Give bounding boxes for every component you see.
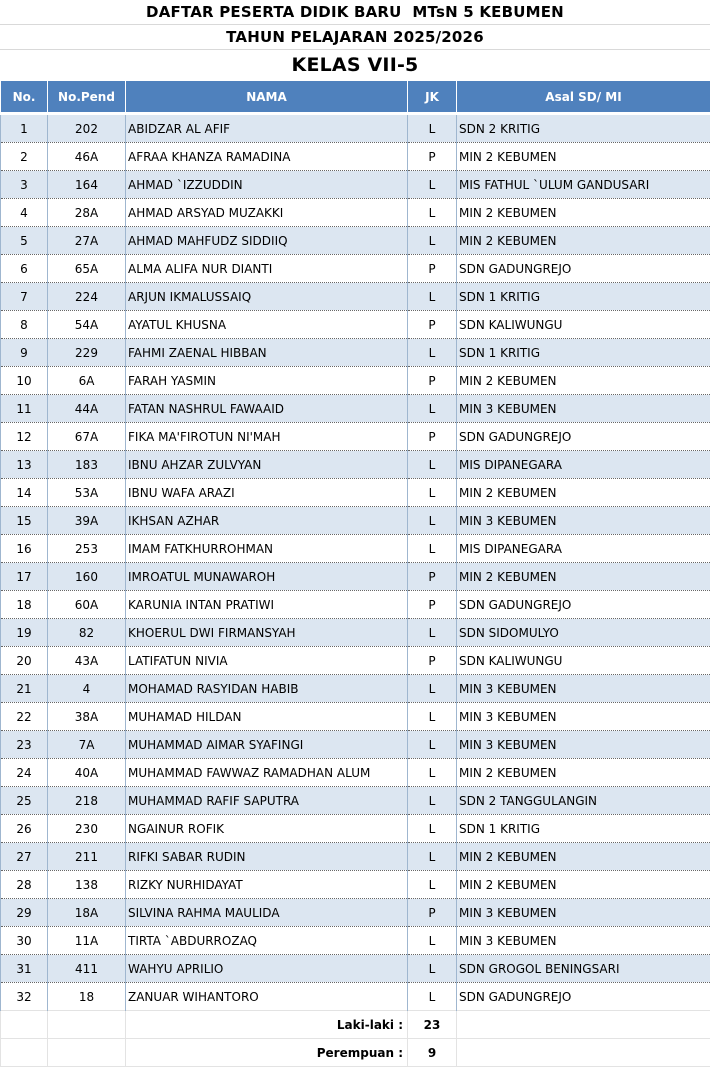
cell-nama: KHOERUL DWI FIRMANSYAH	[126, 619, 408, 647]
table-row	[1, 507, 710, 535]
cell-jk: L	[408, 283, 457, 311]
cell-no-pend: 11A	[48, 927, 126, 955]
academic-year-title: TAHUN PELAJARAN 2025/2026	[0, 25, 710, 50]
table-row	[1, 647, 710, 675]
cell-jk: L	[408, 759, 457, 787]
cell-asal: MIN 2 KEBUMEN	[457, 367, 710, 395]
table-row	[1, 283, 710, 311]
cell-no: 8	[1, 311, 48, 339]
document-title: DAFTAR PESERTA DIDIK BARU MTsN 5 KEBUMEN	[0, 0, 710, 25]
table-row	[1, 171, 710, 199]
cell-nama: IBNU AHZAR ZULVYAN	[126, 451, 408, 479]
cell-no-pend: 7A	[48, 731, 126, 759]
cell-no-pend: 253	[48, 535, 126, 563]
cell-asal: SDN 2 KRITIG	[457, 115, 710, 143]
cell-asal: MIN 3 KEBUMEN	[457, 395, 710, 423]
table-row	[1, 899, 710, 927]
table-row	[1, 227, 710, 255]
cell-no-pend: 65A	[48, 255, 126, 283]
cell-nama: FAHMI ZAENAL HIBBAN	[126, 339, 408, 367]
cell-jk: L	[408, 395, 457, 423]
cell-nama: ABIDZAR AL AFIF	[126, 115, 408, 143]
cell-no-pend: 411	[48, 955, 126, 983]
table-row	[1, 423, 710, 451]
cell-no-pend: 60A	[48, 591, 126, 619]
table-row	[1, 199, 710, 227]
cell-nama: AHMAD MAHFUDZ SIDDIIQ	[126, 227, 408, 255]
table-row	[1, 591, 710, 619]
column-header-nama: NAMA	[126, 81, 408, 113]
cell-no: 27	[1, 843, 48, 871]
cell-asal: SDN KALIWUNGU	[457, 311, 710, 339]
cell-no-pend: 218	[48, 787, 126, 815]
cell-nama: MUHAMMAD AIMAR SYAFINGI	[126, 731, 408, 759]
cell-no-pend: 28A	[48, 199, 126, 227]
table-row	[1, 815, 710, 843]
cell-asal: MIN 3 KEBUMEN	[457, 507, 710, 535]
cell-jk: P	[408, 423, 457, 451]
cell-asal: SDN GADUNGREJO	[457, 591, 710, 619]
cell-nama: AHMAD ARSYAD MUZAKKI	[126, 199, 408, 227]
cell-asal: MIN 2 KEBUMEN	[457, 227, 710, 255]
cell-no: 2	[1, 143, 48, 171]
cell-nama: KARUNIA INTAN PRATIWI	[126, 591, 408, 619]
cell-asal: SDN GROGOL BENINGSARI	[457, 955, 710, 983]
table-row	[1, 871, 710, 899]
cell-jk: L	[408, 731, 457, 759]
cell-nama: ARJUN IKMALUSSAIQ	[126, 283, 408, 311]
cell-nama: IBNU WAFA ARAZI	[126, 479, 408, 507]
cell-jk: L	[408, 451, 457, 479]
female-count-label: Perempuan :	[126, 1039, 408, 1067]
cell-asal: MIN 2 KEBUMEN	[457, 479, 710, 507]
cell-no-pend: 202	[48, 115, 126, 143]
cell-no: 29	[1, 899, 48, 927]
student-rows	[1, 115, 710, 1011]
cell-no: 10	[1, 367, 48, 395]
cell-no-pend: 183	[48, 451, 126, 479]
table-row	[1, 563, 710, 591]
cell-no: 17	[1, 563, 48, 591]
cell-nama: MUHAMAD HILDAN	[126, 703, 408, 731]
cell-nama: AHMAD `IZZUDDIN	[126, 171, 408, 199]
cell-no-pend: 211	[48, 843, 126, 871]
table-row	[1, 703, 710, 731]
cell-jk: L	[408, 983, 457, 1011]
cell-no-pend: 18	[48, 983, 126, 1011]
table-row	[1, 983, 710, 1011]
cell-no-pend: 4	[48, 675, 126, 703]
cell-nama: AYATUL KHUSNA	[126, 311, 408, 339]
table-row	[1, 395, 710, 423]
cell-asal: SDN 1 KRITIG	[457, 339, 710, 367]
class-title: KELAS VII-5	[0, 50, 710, 80]
table-row	[1, 843, 710, 871]
cell-no-pend: 18A	[48, 899, 126, 927]
cell-no: 13	[1, 451, 48, 479]
cell-nama: IMAM FATKHURROHMAN	[126, 535, 408, 563]
cell-nama: WAHYU APRILIO	[126, 955, 408, 983]
table-row	[1, 535, 710, 563]
cell-jk: L	[408, 535, 457, 563]
cell-no: 6	[1, 255, 48, 283]
cell-no-pend: 40A	[48, 759, 126, 787]
cell-no-pend: 160	[48, 563, 126, 591]
cell-no: 22	[1, 703, 48, 731]
table-header-row	[1, 81, 710, 113]
table-row	[1, 675, 710, 703]
table-row	[1, 143, 710, 171]
column-header-no-pend: No.Pend	[48, 81, 126, 113]
cell-no: 32	[1, 983, 48, 1011]
cell-no: 15	[1, 507, 48, 535]
cell-no: 7	[1, 283, 48, 311]
table-row	[1, 619, 710, 647]
cell-no-pend: 164	[48, 171, 126, 199]
cell-nama: RIZKY NURHIDAYAT	[126, 871, 408, 899]
cell-jk: L	[408, 927, 457, 955]
cell-jk: P	[408, 647, 457, 675]
table-row	[1, 451, 710, 479]
summary-row-male	[1, 1011, 710, 1039]
cell-no: 19	[1, 619, 48, 647]
cell-jk: P	[408, 563, 457, 591]
cell-asal: SDN GADUNGREJO	[457, 423, 710, 451]
cell-asal: MIN 3 KEBUMEN	[457, 675, 710, 703]
cell-jk: L	[408, 619, 457, 647]
cell-asal: SDN SIDOMULYO	[457, 619, 710, 647]
cell-no-pend: 54A	[48, 311, 126, 339]
cell-jk: L	[408, 843, 457, 871]
cell-no-pend: 224	[48, 283, 126, 311]
cell-no-pend: 39A	[48, 507, 126, 535]
cell-asal: SDN 2 TANGGULANGIN	[457, 787, 710, 815]
cell-asal: MIN 2 KEBUMEN	[457, 143, 710, 171]
cell-jk: L	[408, 787, 457, 815]
cell-no: 26	[1, 815, 48, 843]
cell-no: 20	[1, 647, 48, 675]
cell-nama: MUHAMMAD FAWWAZ RAMADHAN ALUM	[126, 759, 408, 787]
cell-nama: LATIFATUN NIVIA	[126, 647, 408, 675]
cell-asal: SDN 1 KRITIG	[457, 815, 710, 843]
cell-no-pend: 38A	[48, 703, 126, 731]
cell-asal: MIN 3 KEBUMEN	[457, 703, 710, 731]
cell-no: 31	[1, 955, 48, 983]
summary-row-female	[1, 1039, 710, 1067]
cell-no: 5	[1, 227, 48, 255]
cell-nama: IMROATUL MUNAWAROH	[126, 563, 408, 591]
cell-asal: MIN 3 KEBUMEN	[457, 731, 710, 759]
cell-nama: RIFKI SABAR RUDIN	[126, 843, 408, 871]
cell-asal: MIN 3 KEBUMEN	[457, 899, 710, 927]
cell-no: 30	[1, 927, 48, 955]
table-row	[1, 311, 710, 339]
cell-nama: FIKA MA'FIROTUN NI'MAH	[126, 423, 408, 451]
cell-no-pend: 229	[48, 339, 126, 367]
table-row	[1, 927, 710, 955]
cell-no: 18	[1, 591, 48, 619]
cell-no: 4	[1, 199, 48, 227]
table-row	[1, 367, 710, 395]
table-row	[1, 479, 710, 507]
cell-no: 21	[1, 675, 48, 703]
cell-asal: MIN 2 KEBUMEN	[457, 759, 710, 787]
cell-nama: TIRTA `ABDURROZAQ	[126, 927, 408, 955]
cell-asal: MIN 2 KEBUMEN	[457, 871, 710, 899]
cell-jk: L	[408, 171, 457, 199]
cell-no: 25	[1, 787, 48, 815]
cell-asal: MIN 2 KEBUMEN	[457, 563, 710, 591]
cell-jk: P	[408, 367, 457, 395]
cell-nama: ZANUAR WIHANTORO	[126, 983, 408, 1011]
cell-jk: L	[408, 479, 457, 507]
cell-asal: SDN KALIWUNGU	[457, 647, 710, 675]
cell-jk: L	[408, 227, 457, 255]
cell-jk: L	[408, 115, 457, 143]
column-header-jk: JK	[408, 81, 457, 113]
cell-no-pend: 43A	[48, 647, 126, 675]
cell-asal: MIN 2 KEBUMEN	[457, 199, 710, 227]
cell-nama: SILVINA RAHMA MAULIDA	[126, 899, 408, 927]
cell-no: 9	[1, 339, 48, 367]
cell-no: 28	[1, 871, 48, 899]
cell-nama: FARAH YASMIN	[126, 367, 408, 395]
table-row	[1, 731, 710, 759]
cell-jk: P	[408, 255, 457, 283]
cell-no: 14	[1, 479, 48, 507]
cell-asal: SDN GADUNGREJO	[457, 255, 710, 283]
cell-no-pend: 138	[48, 871, 126, 899]
cell-no-pend: 44A	[48, 395, 126, 423]
cell-asal: MIN 3 KEBUMEN	[457, 927, 710, 955]
cell-no: 16	[1, 535, 48, 563]
cell-no-pend: 6A	[48, 367, 126, 395]
cell-nama: AFRAA KHANZA RAMADINA	[126, 143, 408, 171]
table-row	[1, 955, 710, 983]
cell-nama: MOHAMAD RASYIDAN HABIB	[126, 675, 408, 703]
male-count-value: 23	[408, 1011, 457, 1039]
column-header-asal: Asal SD/ MI	[457, 81, 710, 113]
student-table	[0, 80, 710, 1067]
cell-jk: L	[408, 339, 457, 367]
cell-nama: FATAN NASHRUL FAWAAID	[126, 395, 408, 423]
female-count-value: 9	[408, 1039, 457, 1067]
cell-no: 24	[1, 759, 48, 787]
cell-no-pend: 27A	[48, 227, 126, 255]
cell-asal: MIN 2 KEBUMEN	[457, 843, 710, 871]
cell-no: 3	[1, 171, 48, 199]
cell-jk: L	[408, 955, 457, 983]
cell-no: 11	[1, 395, 48, 423]
table-row	[1, 339, 710, 367]
table-row	[1, 115, 710, 143]
cell-jk: L	[408, 815, 457, 843]
cell-no: 1	[1, 115, 48, 143]
cell-nama: IKHSAN AZHAR	[126, 507, 408, 535]
cell-no: 12	[1, 423, 48, 451]
table-row	[1, 759, 710, 787]
cell-jk: L	[408, 871, 457, 899]
cell-jk: L	[408, 675, 457, 703]
cell-asal: SDN GADUNGREJO	[457, 983, 710, 1011]
cell-nama: MUHAMMAD RAFIF SAPUTRA	[126, 787, 408, 815]
cell-no-pend: 53A	[48, 479, 126, 507]
cell-jk: L	[408, 507, 457, 535]
cell-asal: SDN 1 KRITIG	[457, 283, 710, 311]
cell-jk: L	[408, 199, 457, 227]
table-row	[1, 255, 710, 283]
cell-no-pend: 230	[48, 815, 126, 843]
cell-jk: P	[408, 143, 457, 171]
cell-no-pend: 46A	[48, 143, 126, 171]
cell-asal: MIS DIPANEGARA	[457, 535, 710, 563]
cell-jk: L	[408, 703, 457, 731]
cell-nama: ALMA ALIFA NUR DIANTI	[126, 255, 408, 283]
cell-asal: MIS FATHUL `ULUM GANDUSARI	[457, 171, 710, 199]
cell-jk: P	[408, 591, 457, 619]
column-header-no: No.	[1, 81, 48, 113]
cell-nama: NGAINUR ROFIK	[126, 815, 408, 843]
cell-jk: P	[408, 899, 457, 927]
cell-asal: MIS DIPANEGARA	[457, 451, 710, 479]
cell-jk: P	[408, 311, 457, 339]
cell-no-pend: 82	[48, 619, 126, 647]
cell-no: 23	[1, 731, 48, 759]
table-row	[1, 787, 710, 815]
male-count-label: Laki-laki :	[126, 1011, 408, 1039]
cell-no-pend: 67A	[48, 423, 126, 451]
